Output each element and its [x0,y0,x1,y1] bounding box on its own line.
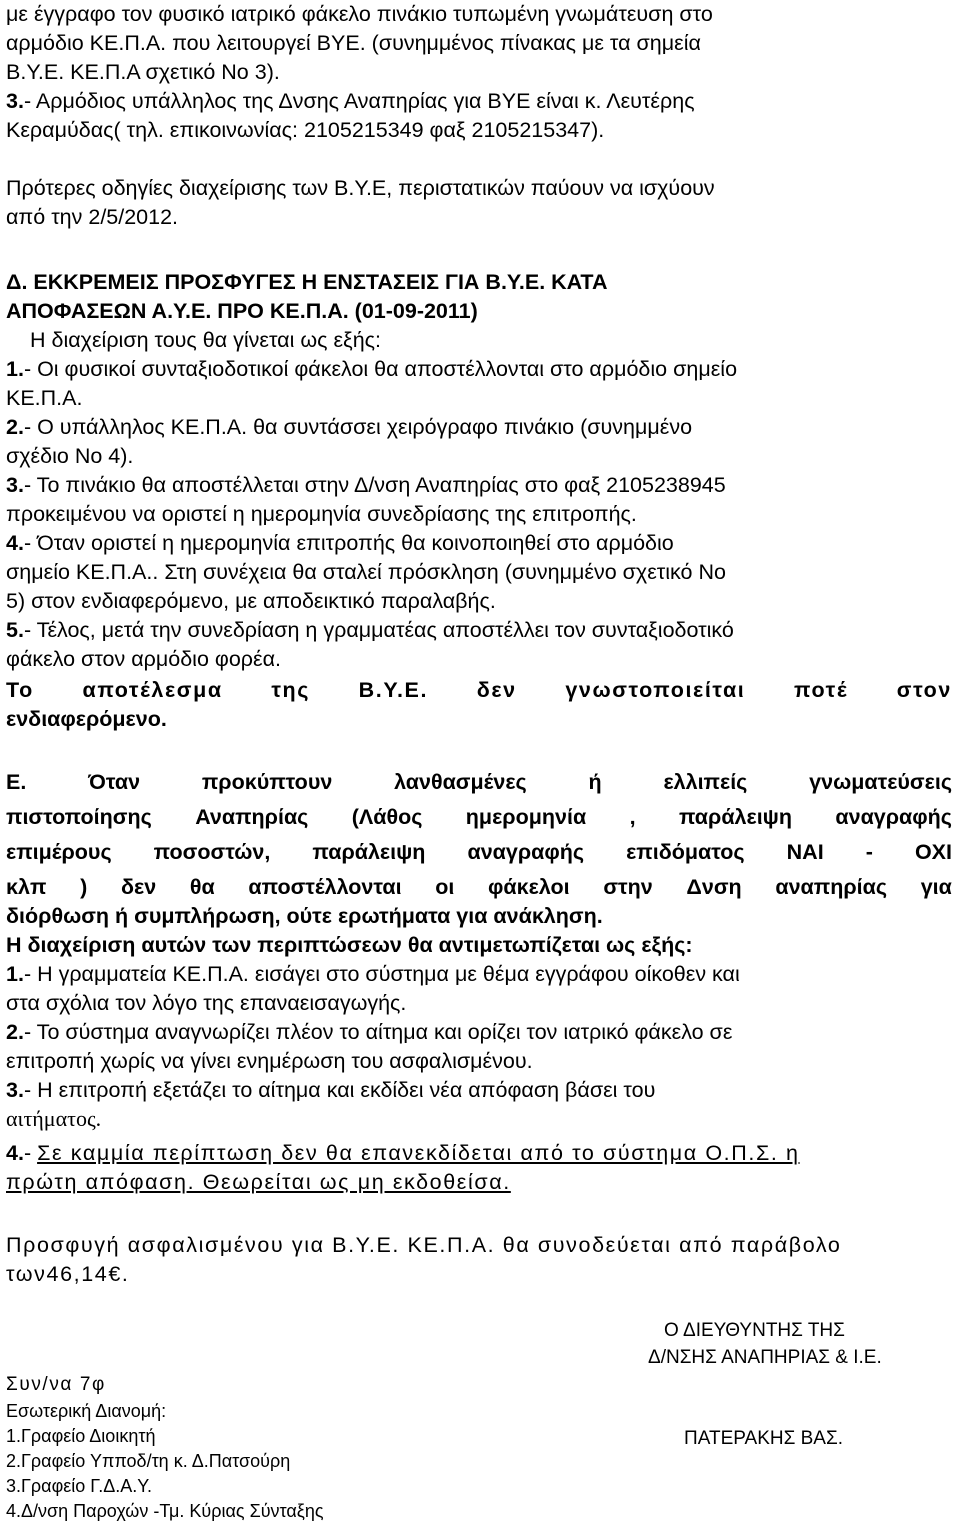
list-item-e1 [6,960,740,988]
section-e-line: διόρθωση ή συμπλήρωση, ούτε ερωτήματα για ανάκληση. [6,904,603,928]
word: δεν [476,678,517,702]
text-line: Β.Υ.Ε. ΚΕ.Π.Α σχετικό Νο 3). [6,60,280,84]
text-line: προκειμένου να οριστεί η ημερομηνία συνεδρίασης της επιτροπής. [6,502,637,526]
section-e-line [6,838,952,866]
word: Το [6,678,34,702]
section-e-line [6,873,952,901]
text-line: Κεραμύδας( τηλ. επικοινωνίας: 2105215349 φαξ 2105215347). [6,118,605,142]
item-number: 2. [6,415,24,439]
word: λανθασμένες [394,770,527,794]
text-line: Η διαχείριση τους θα γίνεται ως εξής: [30,328,381,352]
text-line: από την 2/5/2012. [6,205,179,229]
appeal-note: Προσφυγή ασφαλισμένου για Β.Υ.Ε. ΚΕ.Π.Α. θα συνοδεύεται από παράβολο [6,1233,842,1257]
word: παράλειψη [678,805,793,829]
item-number: 3. [6,473,24,497]
section-e-line [6,768,952,796]
list-item-d4 [6,529,674,557]
item-number: 4. [6,1141,24,1165]
word: γνωστοποιείται [565,678,746,702]
signature-department: Δ/ΝΣΗΣ ΑΝΑΠΗΡΙΑΣ & Ι.Ε. [648,1347,882,1368]
list-item-e3 [6,1076,655,1104]
word: Αναπηρίας [195,805,309,829]
word: αναγραφής [835,805,952,829]
word: αποστέλλονται [248,875,402,899]
word: γνωματεύσεις [809,770,952,794]
word: της [271,678,311,702]
text-line: σχέδιο Νο 4). [6,444,134,468]
word: στην [603,875,653,899]
result-notice [6,676,952,704]
distribution-item: 1.Γραφείο Διοικητή [6,1426,156,1446]
list-item-e4 [6,1139,800,1167]
text-line: σημείο ΚΕ.Π.Α.. Στη συνέχεια θα σταλεί πρόσκληση (συνημμένο σχετικό Νο [6,560,726,584]
item-text: - Το σύστημα αναγνωρίζει πλέον το αίτημα και ορίζει τον ιατρικό φάκελο σε [23,1020,733,1044]
word: , [629,805,636,829]
word: ποτέ [794,678,849,702]
signature-name: ΠΑΤΕΡΑΚΗΣ ΒΑΣ. [684,1428,843,1449]
list-item-d1 [6,355,737,383]
text-line: φάκελο στον αρμόδιο φορέα. [6,647,281,671]
word: ελλιπείς [663,770,748,794]
word: αποτέλεσμα [82,678,223,702]
distribution-title: Εσωτερική Διανομή: [6,1401,167,1421]
word: προκύπτουν [201,770,333,794]
text-line: επιτροπή χωρίς να γίνει ενημέρωση του ασφαλισμένου. [6,1049,533,1073]
word: ή [588,770,602,794]
word: ΝΑΙ [786,840,824,864]
item-number: 3. [6,89,24,113]
text-line: πρώτη απόφαση. Θεωρείται ως μη εκδοθείσα. [6,1170,511,1194]
word: παράλειψη [312,840,426,864]
text-line: 5) στον ενδιαφερόμενο, με αποδεικτικό παραλαβής. [6,589,496,613]
item-number: 1. [6,357,24,381]
item-text: Σε καμμία περίπτωση δεν θα επανεκδίδεται από το σύστημα Ο.Π.Σ. η [37,1141,800,1165]
word: στον [896,678,952,702]
attachments-count: Συν/να 7φ [6,1374,106,1395]
word: ποσοστών, [153,840,271,864]
appeal-note-cont: των46,14€. [6,1262,130,1286]
item-text: - Η γραμματεία ΚΕ.Π.Α. εισάγει στο σύστημα με θέμα εγγράφου οίκοθεν και [23,962,740,986]
word: (Λάθος [351,805,423,829]
result-notice-cont: ενδιαφερόμενο. [6,707,167,731]
word: ΟΧΙ [914,840,952,864]
item-text: - Τέλος, μετά την συνεδρίαση η γραμματέας αποστέλλει τον συνταξιοδοτικό [23,618,734,642]
list-item-d3 [6,471,726,499]
word: αναπηρίας [775,875,888,899]
word: ) [80,875,88,899]
word: Δνση [686,875,742,899]
list-item-3 [6,87,695,115]
word: για [920,875,952,899]
list-item-d2 [6,413,692,441]
distribution-item: 3.Γραφείο Γ.Δ.Α.Υ. [6,1476,152,1496]
item-dash: - [23,1141,38,1165]
word: αναγραφής [467,840,585,864]
word: θα [189,875,215,899]
word: φάκελοι [488,875,570,899]
word: πιστοποίησης [6,805,152,829]
section-d-heading-cont: ΑΠΟΦΑΣΕΩΝ Α.Υ.Ε. ΠΡΟ ΚΕ.Π.Α. (01-09-2011) [6,299,478,323]
section-e-line: Η διαχείριση αυτών των περιπτώσεων θα αντιμετωπίζεται ως εξής: [6,933,693,957]
item-number: 5. [6,618,24,642]
item-text: - Όταν οριστεί η ημερομηνία επιτροπής θα κοινοποιηθεί στο αρμόδιο [23,531,674,555]
text-line: στα σχόλια τον λόγο της επαναεισαγωγής. [6,991,407,1015]
section-e-line [6,803,952,831]
word: κλπ [6,875,47,899]
list-item-e2 [6,1018,732,1046]
item-number: 2. [6,1020,24,1044]
item-text: - Το πινάκιο θα αποστέλλεται στην Δ/νση Αναπηρίας στο φαξ 2105238945 [23,473,726,497]
text-line: ΚΕ.Π.Α. [6,386,83,410]
item-text: - Ο υπάλληλος ΚΕ.Π.Α. θα συντάσσει χειρόγραφο πινάκιο (συνημμένο [23,415,693,439]
distribution-item: 4.Δ/νση Παροχών -Τμ. Κύριας Σύνταξης [6,1501,324,1521]
word: Όταν [88,770,141,794]
word: - [865,840,873,864]
word: επιμέρους [6,840,112,864]
word: οι [435,875,455,899]
word: ημερομηνία [465,805,587,829]
item-text: - Η επιτροπή εξετάζει το αίτημα και εκδίδει νέα απόφαση βάσει του [23,1078,656,1102]
word: Β.Υ.Ε. [358,678,429,702]
signature-title: Ο ΔΙΕΥΘΥΝΤΗΣ ΤΗΣ [664,1320,845,1341]
item-text: - Αρμόδιος υπάλληλος της Δνσης Αναπηρίας για ΒΥΕ είναι κ. Λευτέρης [23,89,695,113]
item-number: 1. [6,962,24,986]
word: επιδόματος [626,840,745,864]
item-number: 3. [6,1078,24,1102]
item-text: - Οι φυσικοί συνταξιοδοτικοί φάκελοι θα αποστέλλονται στο αρμόδιο σημείο [23,357,738,381]
distribution-item: 2.Γραφείο Υπποδ/τη κ. Δ.Πατσούρη [6,1451,291,1471]
word: δεν [120,875,157,899]
list-item-d5 [6,616,734,644]
word: Ε. [6,770,27,794]
text-line: αρμόδιο ΚΕ.Π.Α. που λειτουργεί ΒΥΕ. (συνημμένος πίνακας με τα σημεία [6,31,701,55]
section-d-heading: Δ. ΕΚΚΡΕΜΕΙΣ ΠΡΟΣΦΥΓΕΣ Η ΕΝΣΤΑΣΕΙΣ ΓΙΑ Β.Υ.Ε. ΚΑΤΑ [6,270,608,294]
item-number: 4. [6,531,24,555]
text-line: με έγγραφο τον φυσικό ιατρικό φάκελο πινάκιο τυπωμένη γνωμάτευση στο [6,2,713,26]
text-line: Πρότερες οδηγίες διαχείρισης των Β.Υ.Ε, περιστατικών παύουν να ισχύουν [6,176,715,200]
text-line: αιτήματος. [6,1106,102,1131]
